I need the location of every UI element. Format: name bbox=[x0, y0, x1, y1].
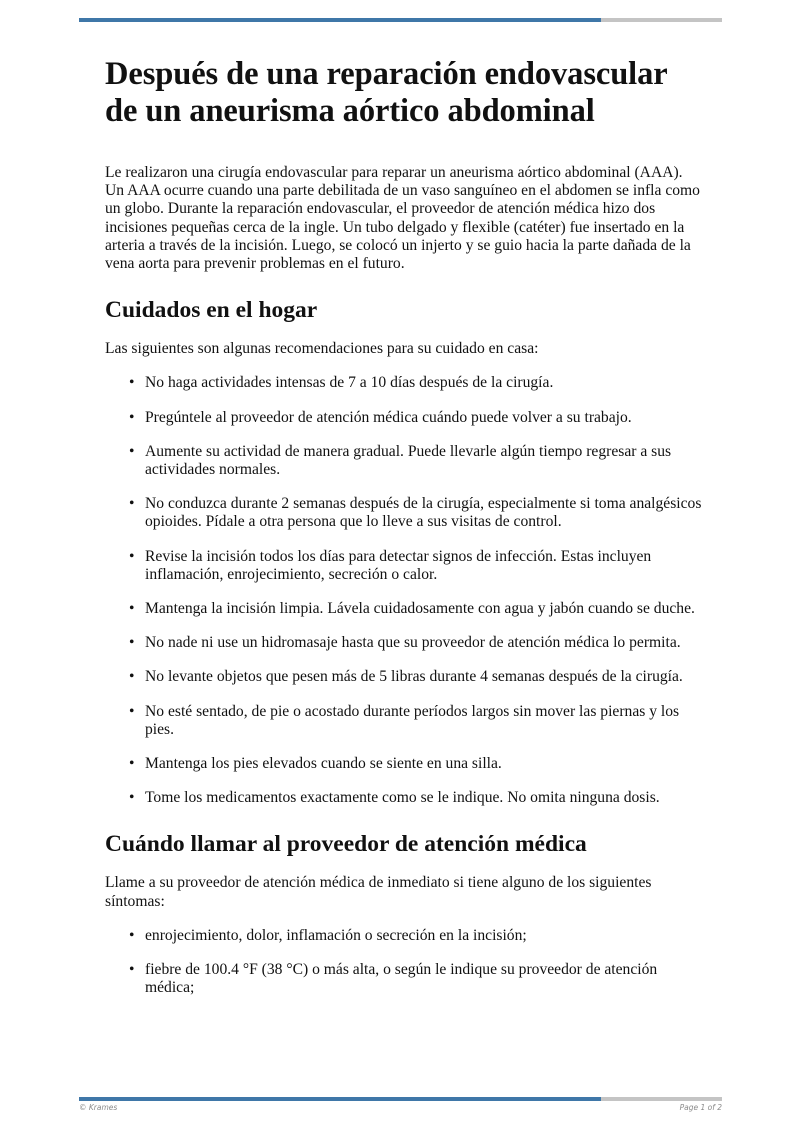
list-item-text: fiebre de 100.4 °F (38 °C) o más alta, o según le indique su proveedor de atención médica; bbox=[145, 961, 658, 997]
list-item bbox=[105, 961, 705, 997]
list-item bbox=[105, 600, 705, 618]
when-to-call-list bbox=[105, 927, 705, 998]
footer-page-number: Page 1 of 2 bbox=[679, 1103, 722, 1112]
when-to-call-lead: Llame a su proveedor de atención médica de inmediato si tiene alguno de los siguientes síntomas: bbox=[105, 874, 652, 910]
list-item-text: No levante objetos que pesen más de 5 libras durante 4 semanas después de la cirugía. bbox=[145, 668, 683, 686]
list-item bbox=[105, 443, 705, 479]
list-item bbox=[105, 927, 705, 945]
bullet-icon: • bbox=[129, 926, 135, 944]
bullet-icon: • bbox=[129, 634, 135, 652]
footer-bar-track bbox=[601, 1097, 722, 1101]
list-item-text: No haga actividades intensas de 7 a 10 días después de la cirugía. bbox=[145, 374, 554, 392]
list-item-text: No nade ni use un hidromasaje hasta que su proveedor de atención médica lo permita. bbox=[145, 634, 681, 652]
bullet-icon: • bbox=[129, 789, 135, 807]
footer-copyright: © Krames bbox=[79, 1103, 118, 1112]
list-item bbox=[105, 495, 705, 531]
bullet-icon: • bbox=[129, 374, 135, 392]
intro-paragraph: Le realizaron una cirugía endovascular para reparar un aneurisma aórtico abdominal (AAA). Un AAA ocurre cuando una parte debilitada de un vaso sanguíneo en el abdomen se infla como un globo. Durante la reparación endovascular, el proveedor de atención médica hizo dos incisiones pequeñas cerca de la ingle. Un tubo delgado y flexible (catéter) fue insertado en la arteria a través de la incisión. Luego, se colocó un injerto y se guio hacia la parte dañada de la vena aorta para prevenir problemas en el futuro. bbox=[105, 164, 700, 273]
list-item-text: No esté sentado, de pie o acostado durante períodos largos sin mover las piernas y los pies. bbox=[145, 702, 680, 738]
footer-bar bbox=[79, 1097, 722, 1101]
list-item bbox=[105, 789, 705, 807]
list-item-text: Aumente su actividad de manera gradual. Puede llevarle algún tiempo regresar a sus actividades normales. bbox=[145, 442, 672, 479]
list-item bbox=[105, 755, 705, 773]
list-item-text: Revise la incisión todos los días para detectar signos de infección. Estas incluyen inflamación, enrojecimiento, secreción o calor. bbox=[145, 547, 652, 583]
home-care-list bbox=[105, 374, 705, 807]
home-care-lead: Las siguientes son algunas recomendaciones para su cuidado en casa: bbox=[105, 340, 539, 358]
section-heading-when-to-call: Cuándo llamar al proveedor de atención médica bbox=[105, 831, 587, 858]
bullet-icon: • bbox=[129, 547, 135, 565]
list-item-text: enrojecimiento, dolor, inflamación o secreción en la incisión; bbox=[145, 926, 527, 944]
bullet-icon: • bbox=[129, 408, 135, 426]
document-body bbox=[105, 56, 705, 997]
list-item bbox=[105, 703, 705, 739]
header-bar-accent bbox=[79, 18, 601, 22]
header-bar bbox=[79, 18, 722, 22]
bullet-icon: • bbox=[129, 702, 135, 720]
list-item-text: Tome los medicamentos exactamente como se le indique. No omita ninguna dosis. bbox=[145, 789, 660, 807]
bullet-icon: • bbox=[129, 755, 135, 773]
page-title: Después de una reparación endovascular de un aneurisma aórtico abdominal bbox=[105, 56, 667, 129]
list-item bbox=[105, 374, 705, 392]
list-item-text: Pregúntele al proveedor de atención médica cuándo puede volver a su trabajo. bbox=[145, 408, 632, 426]
header-bar-track bbox=[601, 18, 722, 22]
bullet-icon: • bbox=[129, 668, 135, 686]
list-item bbox=[105, 634, 705, 652]
list-item bbox=[105, 668, 705, 686]
list-item-text: Mantenga la incisión limpia. Lávela cuidadosamente con agua y jabón cuando se duche. bbox=[145, 600, 695, 618]
bullet-icon: • bbox=[129, 600, 135, 618]
footer-bar-accent bbox=[79, 1097, 601, 1101]
list-item-text: No conduzca durante 2 semanas después de la cirugía, especialmente si toma analgésicos opioides. Pídale a otra persona que lo lleve a sus visitas de control. bbox=[145, 495, 702, 531]
list-item-text: Mantenga los pies elevados cuando se siente en una silla. bbox=[145, 755, 502, 773]
list-item bbox=[105, 409, 705, 427]
list-item bbox=[105, 548, 705, 584]
bullet-icon: • bbox=[129, 961, 135, 979]
bullet-icon: • bbox=[129, 495, 135, 513]
bullet-icon: • bbox=[129, 442, 135, 460]
section-heading-home-care: Cuidados en el hogar bbox=[105, 297, 318, 324]
